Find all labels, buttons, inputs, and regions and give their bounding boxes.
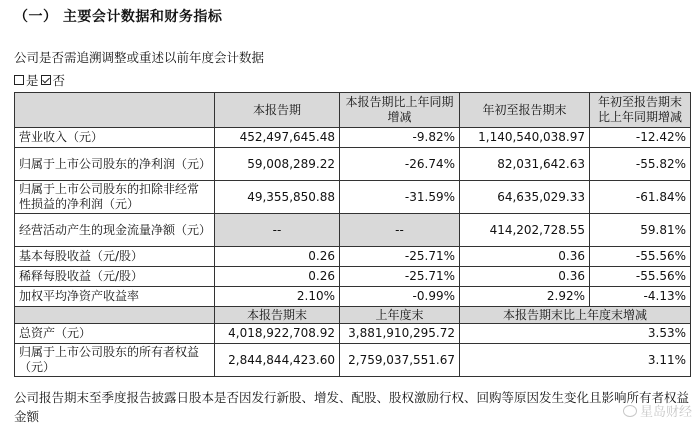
row-label: 加权平均净资产收益率: [15, 287, 215, 307]
table-row: [15, 181, 691, 214]
table-subheader-row: [15, 307, 691, 324]
cell-value: 2.10%: [215, 287, 340, 307]
cell-value: 0.26: [215, 267, 340, 287]
table-row: [15, 148, 691, 181]
table-header-row: [15, 93, 691, 128]
cell-value: 2,844,844,423.60: [215, 344, 340, 377]
cell-value: --: [340, 214, 460, 247]
table-row: [15, 214, 691, 247]
cell-value: -9.82%: [340, 128, 460, 148]
no-checkbox[interactable]: [41, 75, 51, 85]
cell-value: -25.71%: [340, 267, 460, 287]
section-title: （一） 主要会计数据和财务指标: [14, 9, 223, 25]
cell-value: -0.99%: [340, 287, 460, 307]
cell-value: 2,759,037,551.67: [340, 344, 460, 377]
cell-value: -31.59%: [340, 181, 460, 214]
table-row: [15, 128, 691, 148]
cell-value: --: [215, 214, 340, 247]
table-row: [15, 267, 691, 287]
watermark: [623, 401, 692, 420]
row-label: 基本每股收益（元/股）: [15, 247, 215, 267]
cell-value: -12.42%: [590, 128, 691, 148]
cell-value: -61.84%: [590, 181, 691, 214]
table-row: [15, 247, 691, 267]
cell-value: 3.11%: [460, 344, 691, 377]
header-cell: 本报告期比上年同期增减: [340, 93, 460, 128]
restatement-question: 公司是否需追溯调整或重述以前年度会计数据: [14, 50, 265, 65]
header-cell: [15, 307, 215, 324]
cell-value: -26.74%: [340, 148, 460, 181]
cell-value: 452,497,645.48: [215, 128, 340, 148]
cell-value: -55.56%: [590, 247, 691, 267]
cell-value: 414,202,728.55: [460, 214, 590, 247]
header-cell: 本报告期末: [215, 307, 340, 324]
cell-value: -55.82%: [590, 148, 691, 181]
header-cell: [15, 93, 215, 128]
cell-value: 2.92%: [460, 287, 590, 307]
cell-value: -25.71%: [340, 247, 460, 267]
table-row: [15, 324, 691, 344]
cell-value: 0.36: [460, 247, 590, 267]
header-cell: 年初至报告期末: [460, 93, 590, 128]
restatement-answer: [14, 71, 67, 89]
cell-value: 4,018,922,708.92: [215, 324, 340, 344]
row-label: 经营活动产生的现金流量净额（元）: [15, 214, 215, 247]
cell-value: 3.53%: [460, 324, 691, 344]
cell-value: 59.81%: [590, 214, 691, 247]
table-row: [15, 344, 691, 377]
header-cell: 本报告期: [215, 93, 340, 128]
cell-value: -55.56%: [590, 267, 691, 287]
row-label: 归属于上市公司股东的扣除非经常性损益的净利润（元）: [15, 181, 215, 214]
cell-value: 82,031,642.63: [460, 148, 590, 181]
cell-value: -4.13%: [590, 287, 691, 307]
row-label: 营业收入（元）: [15, 128, 215, 148]
row-label: 稀释每股收益（元/股）: [15, 267, 215, 287]
row-label: 总资产（元）: [15, 324, 215, 344]
cell-value: 64,635,029.33: [460, 181, 590, 214]
financial-data-table: [14, 92, 691, 377]
cell-value: 49,355,850.88: [215, 181, 340, 214]
header-cell: 上年度末: [340, 307, 460, 324]
yes-checkbox[interactable]: [14, 75, 24, 85]
share-capital-note: 公司报告期末至季度报告披露日股本是否因发行新股、增发、配股、股权激励行权、回购等原因发生变化且影响所有者权益金额: [14, 390, 690, 424]
weibo-icon: [623, 405, 637, 417]
watermark-text: 星岛财经: [639, 405, 692, 420]
no-label: 否: [52, 73, 66, 88]
yes-label: 是: [26, 73, 39, 88]
row-label: 归属于上市公司股东的净利润（元）: [15, 148, 215, 181]
table-row: [15, 287, 691, 307]
cell-value: 0.36: [460, 267, 590, 287]
cell-value: 0.26: [215, 247, 340, 267]
cell-value: 59,008,289.22: [215, 148, 340, 181]
header-cell: 年初至报告期末比上年同期增减: [590, 93, 691, 128]
cell-value: 1,140,540,038.97: [460, 128, 590, 148]
row-label: 归属于上市公司股东的所有者权益（元）: [15, 344, 215, 377]
cell-value: 3,881,910,295.72: [340, 324, 460, 344]
header-cell: 本报告期末比上年度末增减: [460, 307, 691, 324]
